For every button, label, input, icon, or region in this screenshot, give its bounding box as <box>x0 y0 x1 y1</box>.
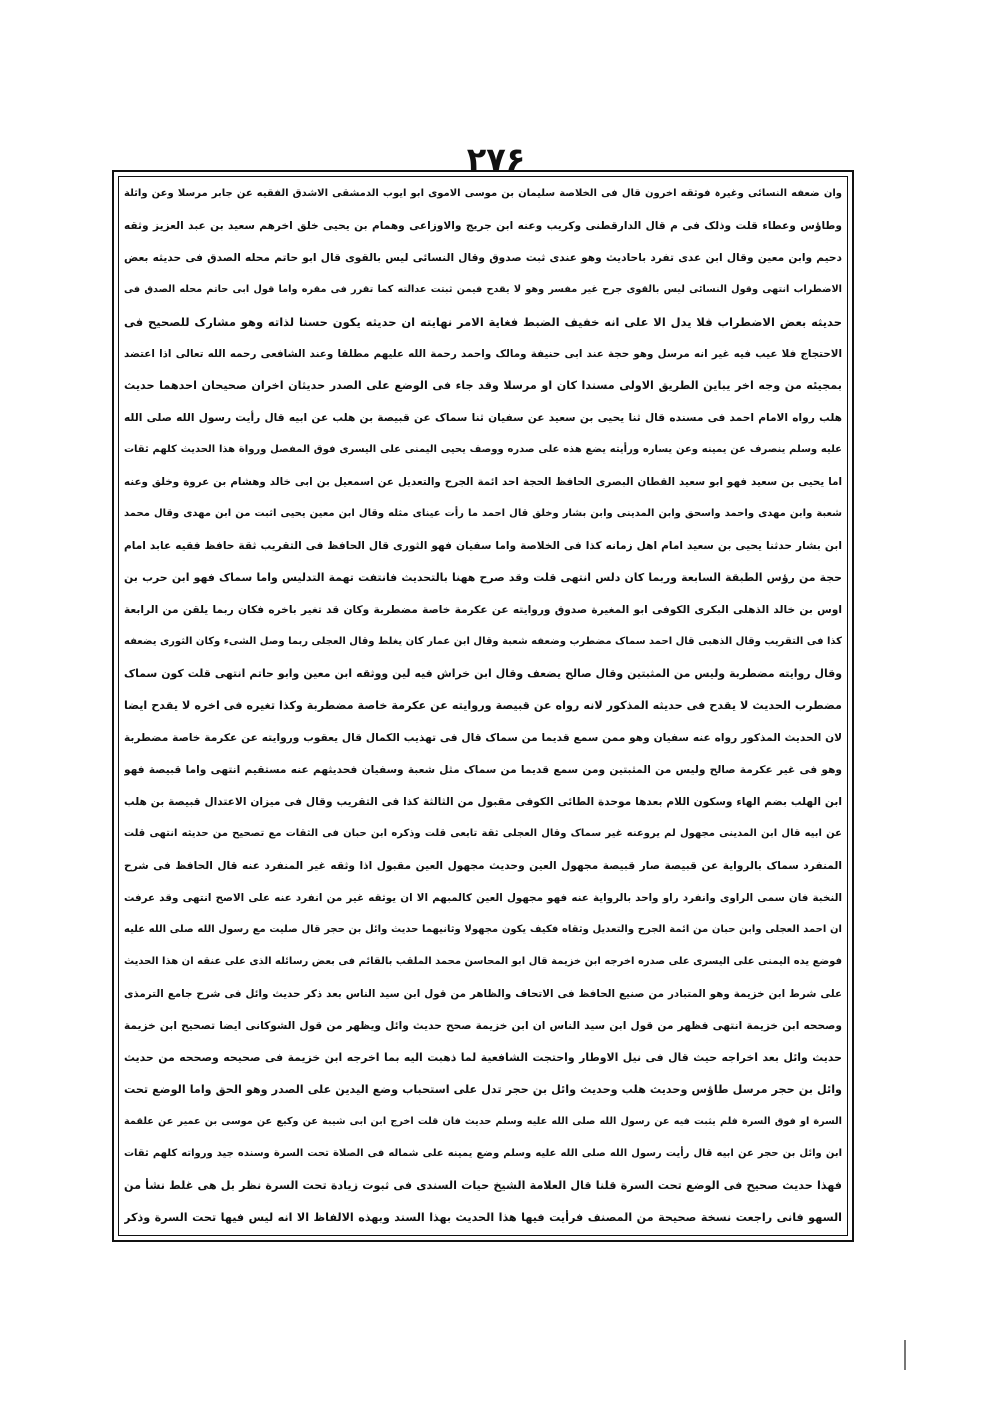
text-line: ابن وائل بن حجر عن ابیه قال رأیت رسول الله صلی الله علیه وسلم وضع یمینه علی شماله فی الصلاة تحت السرة وسنده جید ورواته کلهم ثقات <box>124 1148 842 1159</box>
text-line: السهو فانی راجعت نسخة صحیحة من المصنف فرأیت فیها هذا الحدیث بهذا السند وبهذه الالفاظ الا انه لیس فیها تحت السرة وذکر <box>124 1211 842 1224</box>
text-line: اما یحیی بن سعید فهو ابو سعید القطان البصری الحافظ الحجة احد ائمة الجرح والتعدیل عن اسمعیل بن ابی خالد وهشام بن عروة وخلق وعنه <box>124 476 842 488</box>
text-line: الاحتجاج فلا عیب فیه غیر انه مرسل وهو حجة عند ابی حنیفة ومالک واحمد رحمة الله علیهم مطلقا وعند الشافعی رحمه الله تعالی اذا اعتضد <box>124 348 842 360</box>
text-body <box>124 180 842 1232</box>
text-line: لان الحدیث المذکور رواه عنه سفیان وهو ممن سمع قدیما من سماک قال فی تهذیب الکمال قال یعقوب وروایته عن عکرمة خاصة مضطربة <box>124 732 842 744</box>
text-line: اوس بن خالد الذهلی البکری الکوفی ابو المغیرة صدوق وروایته عن عکرمة خاصة مضطربة وکان قد تغیر باخره فکان ربما یلقن من الرابعة <box>124 604 842 616</box>
text-line: حدیثه بعض الاضطراب فلا یدل الا علی انه خفیف الضبط فغایة الامر نهایته ان حدیثه یکون حسنا لذاته وهو مشارک للصحیح فی <box>124 315 842 329</box>
text-line: الاضطراب انتهی وقول النسائی لیس بالقوی جرح غیر مفسر وهو لا یقدح فیمن ثبتت عدالته کما تقرر فی مقره واما قول ابی حاتم محله الصدق فی <box>124 284 842 295</box>
text-line: ان احمد العجلی وابن حبان من ائمة الجرح والتعدیل وثقاه فکیف یکون مجهولا وثانیهما حدیث وائل بن حجر قال صلیت مع رسول الله صلی الله علیه <box>124 924 842 935</box>
page-number: ۲۷۶ <box>466 140 526 178</box>
text-line: علیه وسلم ینصرف عن یمینه وعن یساره ورأیته یضع هذه علی صدره ووصف یحیی الیمنی علی الیسری فوق المفصل ورواة هذا الحدیث کلهم ثقات <box>124 444 842 455</box>
text-line: وصححه ابن خزیمة انتهی فظهر من قول ابن سید الناس ان ابن خزیمة صحح حدیث وائل ویظهر من قول الشوکانی ایضا تصحیح ابن خزیمة <box>124 1020 842 1032</box>
text-line: وهو فی غیر عکرمة صالح ولیس من المثبتین ومن سمع قدیما من سماک مثل شعبة وسفیان فحدیثهم عنه مستقیم انتهی واما قبیصة فهو <box>124 764 842 776</box>
text-line: وائل بن حجر مرسل طاؤس وحدیث هلب وحدیث وائل بن حجر تدل علی استحباب وضع الیدین علی الصدر وهو الحق واما الوضع تحت <box>124 1083 842 1096</box>
text-line: وطاؤس وعطاء قلت وذلک فی م قال الدارقطنی وکریب وعنه ابن جریج والاوزاعی وهمام بن یحیی خلق اخرهم سعید بن عبد العزیز وثقه <box>124 220 842 232</box>
text-line: ابن الهلب بضم الهاء وسکون اللام بعدها موحدة الطائی الکوفی مقبول من الثالثة کذا فی التقریب وقال فی میزان الاعتدال قبیصة بن هلب <box>124 796 842 808</box>
text-line: علی شرط ابن خزیمة وهو المتبادر من صنیع الحافظ فی الاتحاف والظاهر من قول ابن سید الناس بعد ذکر حدیث وائل فی شرح جامع الترمذی <box>124 988 842 1000</box>
text-line: مضطرب الحدیث لا یقدح فی حدیثه المذکور لانه رواه عن قبیصة وروایته عن عکرمة خاصة مضطربة وکذا تغیره فی اخره لا یقدح ایضا <box>124 699 842 712</box>
text-line: هلب رواه الامام احمد فی مسنده قال ثنا یحیی بن سعید عن سفیان ثنا سماک عن قبیصة بن هلب عن ابیه قال رأیت رسول الله صلی الله <box>124 412 842 424</box>
text-line: فوضع یده الیمنی علی الیسری علی صدره اخرجه ابن خزیمة قال ابو المحاسن محمد الملقب بالقائم فی بعض رسائله الذی علی عنقه ان هذا الحدیث <box>124 956 842 967</box>
text-line: شعبة وابن مهدی واحمد واسحق وابن المدینی وابن بشار وخلق قال احمد ما رأت عینای مثله وقال ابن معین یحیی اثبت من ابن مهدی وقال محمد <box>124 508 842 519</box>
scan-margin-mark <box>904 1340 906 1370</box>
text-line: وان ضعفه النسائی وغیرہ فوثقه اخرون قال فی الخلاصة سلیمان بن موسی الاموی ابو ایوب الدمشقی الاشدق الفقیه عن جابر مرسلا وعن واثلة <box>124 188 842 199</box>
text-line: عن ابیه قال ابن المدینی مجهول لم یروعنه غیر سماک وقال العجلی ثقة تابعی قلت وذکره ابن حبان فی الثقات مع تصحیح من حدیثه انتهی قلت <box>124 828 842 839</box>
text-line: النخبة فان سمی الراوی وانفرد راو واحد بالروایة عنه فهو مجهول العین کالمبهم الا ان یوثقه غیر من انفرد عنه علی الاصح انتهی وقد عرفت <box>124 892 842 904</box>
text-line: وقال روایته مضطربة ولیس من المثبتین وقال صالح یضعف وقال ابن خراش فیه لین ووثقه ابن معین وابو حاتم انتهی قلت کون سماک <box>124 667 842 680</box>
text-line: فهذا حدیث صحیح فی الوضع تحت السرة قلنا قال العلامة الشیخ حیات السندی فی ثبوت زیادة تحت السرة نظر بل هی غلط نشأ من <box>124 1179 842 1192</box>
text-line: السرة او فوق السرة فلم یثبت فیه عن رسول الله صلی الله علیه وسلم حدیث فان قلت اخرج ابن ابی شیبة عن وکیع عن موسی بن عمیر عن علقمة <box>124 1116 842 1127</box>
text-line: المنفرد سماک بالروایة عن قبیصة صار قبیصة مجهول العین وحدیث مجهول العین مقبول اذا وثقه غیر المنفرد عنه قال الحافظ فی شرح <box>124 860 842 872</box>
text-line: حدیث وائل بعد اخراجه حیث قال فی نیل الاوطار واحتجت الشافعیة لما ذهبت الیه بما اخرجه ابن خزیمة فی صحیحه وصححه من حدیث <box>124 1051 842 1064</box>
text-line: حجة من رؤس الطبقة السابعة وربما کان دلس انتهی قلت وقد صرح ههنا بالتحدیث فانتفت تهمة التدلیس واما سماک فهو ابن حرب بن <box>124 571 842 584</box>
text-line: کذا فی التقریب وقال الذهبی قال احمد سماک مضطرب وضعفه شعبة وقال ابن عمار کان یغلط وقال العجلی ربما وصل الشیء وکان الثوری یضعفه <box>124 636 842 647</box>
text-line: دحیم وابن معین وقال ابن عدی تفرد باحادیث وهو عندی ثبت صدوق وقال النسائی لیس بالقوی قال ابو حاتم محله الصدق فی حدیثه بعض <box>124 252 842 264</box>
text-line: بمجیئه من وجه اخر یباین الطریق الاولی مسندا کان او مرسلا وقد جاء فی الوضع علی الصدر حدیثان اخران صحیحان احدهما حدیث <box>124 379 842 392</box>
text-line: ابن بشار حدثنا یحیی بن سعید امام اهل زمانه کذا فی الخلاصة واما سفیان فهو الثوری قال الحافظ فی التقریب ثقة حافظ فقیه عابد امام <box>124 540 842 552</box>
